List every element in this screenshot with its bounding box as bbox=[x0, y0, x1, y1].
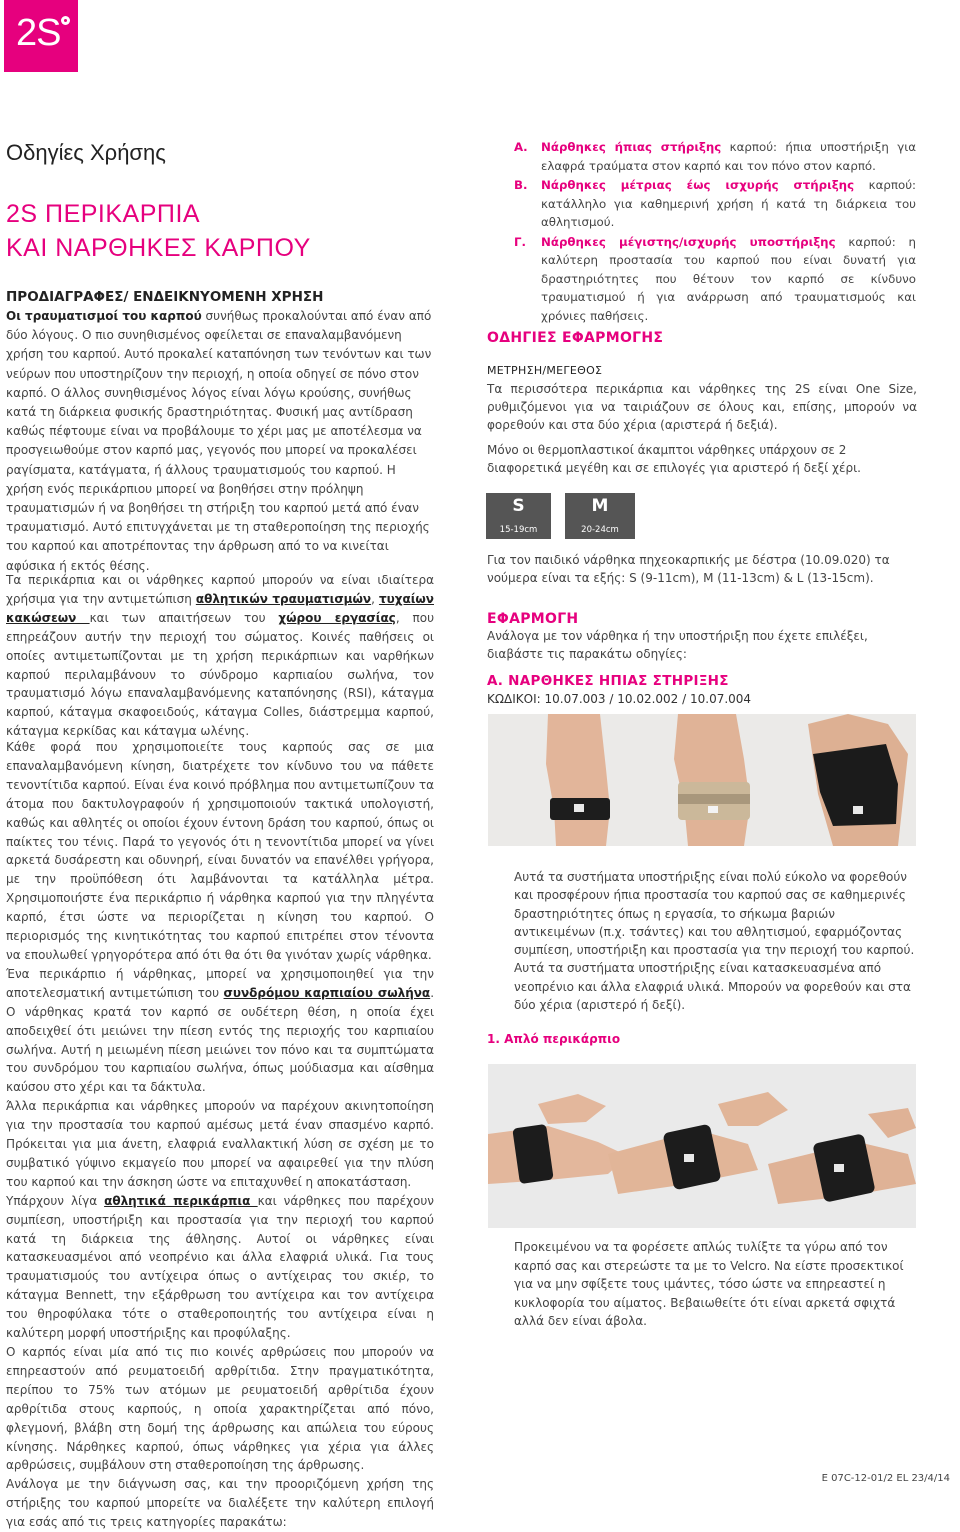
wrist-supports-photo bbox=[488, 714, 916, 846]
carpal-text-b: . Ο νάρθηκας κρατά τον καρπό σε ουδέτερη θέση, η οποία έχει αποδειχθεί ότι μειώνει την πίεση εντός της περιοχής του καρπιαίου σωλήνα. Αυτή η μειωμένη πίεση μειώνει τον πόνο και τα συμπτώματα του συνδρόμου του καρπιαίου σωλήνα, όπως μούδιασμα και αίσθημα καύσου στο χέρι και τα δάκτυλα. bbox=[6, 985, 435, 1095]
logo-text: 2S bbox=[16, 12, 61, 54]
size-box-s bbox=[486, 493, 551, 539]
fracture-paragraph: Άλλα περικάρπια και νάρθηκες μπορούν να παρέχουν ακινητοποίηση για την προστασία του καρπού αμέσως μετά έναν σπασμένο καρπό. Πρόκειται για μια άνετη, ελαφριά εναλλακτική λύση σε σχέση με το συμβατικό γύψινο εκμαγείο που μπορεί να αφαιρεθεί για την πλύση του καρπού και την άσκηση ώστε να επιταχυνθεί η αποκατάσταση. bbox=[6, 1099, 434, 1189]
sizing-title: ΜΕΤΡΗΣΗ/ΜΕΓΕΘΟΣ bbox=[487, 364, 603, 377]
support-categories-list bbox=[514, 138, 916, 326]
carpal-tunnel-paragraph bbox=[6, 965, 434, 1097]
step-1-photo bbox=[488, 1064, 916, 1228]
size-label: M bbox=[591, 496, 609, 516]
child-sizes-text: Για τον παιδικό νάρθηκα πηχεοκαρπικής με δέστρα (10.09.020) τα νούμερα είναι τα εξής: S (9-11cm), M (11-13cm) & L (13-15cm). bbox=[487, 553, 890, 585]
arthritis-paragraph: Ο καρπός είναι μία από τις πιο κοινές αρθρώσεις που μπορούν να επηρεαστούν από ρευματοειδή αρθρίτιδα. Στην πραγματικότητα, περίπου το 75% των ατόμων με ρευματοειδή αρθρίτιδα έχουν αρθρίτιδα στους καρπούς, η οποία χαρακτηρίζεται από πόνο, φλεγμονή, βλάβη στη δομή της άρθρωσης και απώλεια του εύρους κίνησης. Νάρθηκες καρπού, όπως νάρθηκες για χέρια για άλλες αρθρώσεις, συμβάλουν στη σταθεροποίηση της άρθρωσης. bbox=[6, 1345, 434, 1473]
uses-paragraph bbox=[6, 571, 434, 741]
tendinitis-paragraph: Κάθε φορά που χρησιμοποιείτε τους καρπούς σας σε μια επαναλαμβανόμενη κίνηση, διατρέχετε τον κίνδυνο του να πάθετε τενοντίτιδα καρπού. Είναι ένα κοινό πρόβλημα που αντιμετωπίζουν τα άτομα που δακτυλογραφούν ή χρησιμοποιούν τακτικά υπολογιστή, καθώς και αθλητές οι οποίοι έχουν έντονη δράση του καρπού, όπως οι παίκτες του τένις. Παρά το γεγονός ότι η τενοντίτιδα μπορεί να γίνει αρκετά δυσάρεστη και οδυνηρή, είναι δυνατόν να επανέλθει γρήγορα, με την προϋπόθεση ότι λαμβάνονται τα κατάλληλα μέτρα. Χρησιμοποιήστε ένα περικάρπιο ή νάρθηκα καρπού για την πληγέντα καρπό, έτσι ώστε να περιορίζεται η κίνηση του καρπού. Ο περιορισμός της κινητικότητας του καρπού επιτρέπει στον τένοντα να επουλωθεί γρηγορότερα από ότι θα ότι θα γινόταν χωρίς νάρθηκα. bbox=[6, 740, 434, 962]
product-description: Αυτά τα συστήματα υποστήριξης είναι πολύ εύκολο να φορεθούν και προσφέρουν ήπια προστασία του καρπού σας σε καθημερινές δραστηριότητες όπως η εργασία, το σήκωμα βαριών αντικειμένων (π.χ. τσάντες) και του αθλητισμού, εφαρμόζοντας συμπίεση, υποστήριξη και προστασία για την περιοχή του καρπού. Αυτά τα συστήματα υποστήριξης είναι κατασκευασμένα από νεοπρένιο και άλλα ελαφριά υλικά. Μπορούν να φορεθούν και στα δύο χέρια (αριστερό ή δεξί). bbox=[514, 870, 915, 1013]
list-item-key: Β. bbox=[514, 178, 528, 192]
logo-dot-icon bbox=[61, 16, 70, 25]
section-a-title: Α. ΝΑΡΘΗΚΕΣ ΗΠΙΑΣ ΣΤΗΡΙΞΗΣ bbox=[487, 673, 729, 689]
list-item bbox=[514, 138, 916, 175]
sizing-text-2: Μόνο οι θερμοπλαστικοί άκαμπτοι νάρθηκες υπάρχουν σε 2 διαφορετικά μεγέθη και σε επιλογές για αριστερό ή δεξί χέρι. bbox=[487, 443, 861, 475]
list-item-text: καρπού: ήπια υποστήριξη για ελαφρά τραύματα στον καρπό και τον πόνο στον καρπό. bbox=[541, 140, 916, 173]
choice-paragraph: Ανάλογα με την διάγνωση σας, και την προοριζόμενη χρήση της στήριξης του καρπού μπορείτε να διαλέξετε την καλύτερη επιλογή για εσάς από τις τρεις κατηγορίες παρακάτω: bbox=[6, 1477, 434, 1530]
document-code: E 07C-12-01/2 EL 23/4/14 bbox=[821, 1473, 950, 1484]
link-sports-injuries[interactable]: αθλητικών τραυματισμών bbox=[195, 591, 372, 606]
size-label: S bbox=[512, 496, 525, 516]
list-item bbox=[514, 233, 916, 326]
list-item-title: Νάρθηκες μέτριας έως ισχυρής στήριξης bbox=[541, 178, 855, 192]
size-range: 15-19cm bbox=[499, 525, 538, 535]
link-carpal-tunnel[interactable]: συνδρόμου καρπιαίου σωλήνα bbox=[223, 985, 431, 1000]
instructions-title: ΟΔΗΓΙΕΣ ΕΦΑΡΜΟΓΗΣ bbox=[487, 330, 664, 346]
product-codes: ΚΩΔΙΚΟΙ: 10.07.003 / 10.02.002 / 10.07.004 bbox=[487, 692, 752, 706]
intro-text: συνήθως προκαλούνται από έναν από δύο λόγους. Ο πιο συνηθισμένος οφείλεται σε επαναλαμβανόμενη χρήση του καρπού. Αυτό προκαλεί καταπόνηση των τενόντων και των νεύρων που υποστηρίζουν την περιοχή, η οποία οδηγεί σε πόνο στον καρπό. Ο άλλος συνηθισμένος λόγος είναι λόγω κρούσης, συνήθως κατά τη διάρκεια φυσικής δραστηριότητας. Φυσική μας αντίδραση καθώς πέφτουμε είναι να προβάλουμε το χέρι μας με αποτέλεσμα να προσγειωθούμε στον καρπό μας, γεγονός που μπορεί να προκαλέσει ραγίσματα, κατάγματα, ή άλλους τραυματισμούς του καρπού. Η χρήση ενός περικάρπιου μπορεί να βοηθήσει στην πρόληψη τραυματισμών ή να βοηθήσει τη στήριξη του καρπού μετά από έναν τραυματισμό. Αυτό επιτυγχάνεται με τη σταθεροποίηση της περιοχής του καρπού και αποτρέποντας την άρθρωση από το να κινείται αφύσικα ή εκτός θέσης. bbox=[6, 309, 432, 573]
intro-bold: Οι τραυματισμοί του καρπού bbox=[6, 309, 202, 323]
step-1-illustration bbox=[488, 1064, 916, 1228]
product-title-line1: 2S ΠΕΡΙΚΑΡΠΙΑ bbox=[6, 200, 201, 228]
section-title-specs: ΠΡΟΔΙΑΓΡΑΦΕΣ/ ΕΝΔΕΙΚΝΥΟΜΕΝΗ ΧΡΗΣΗ bbox=[6, 289, 324, 305]
sports-paragraph bbox=[6, 1192, 434, 1343]
uses-text-b: , bbox=[371, 591, 379, 606]
size-range: 20-24cm bbox=[581, 525, 619, 535]
intro-paragraph bbox=[6, 307, 434, 576]
list-item-title: Νάρθηκες μέγιστης/ισχυρής υποστήριξης bbox=[541, 234, 836, 249]
list-item-text: καρπού: η καλύτερη προστασία του καρπού που είναι δυνατή για δραστηριότητες που θέτουν τον καρπό σε κίνδυνο τραυματισμού ή για ανάρρωση από τραυματισμούς και χρόνιες παθήσεις. bbox=[541, 234, 916, 323]
list-item-key: Γ. bbox=[514, 234, 526, 249]
sizing-text: Τα περισσότερα περικάρπια και νάρθηκες της 2S είναι One Size, ρυθμιζόμενοι για να ταιριάζουν σε όλους και, επίσης, μπορούν να φορεθούν και στα δύο χέρια (αριστερά ή δεξιά). bbox=[487, 382, 917, 432]
list-item-key: Α. bbox=[514, 140, 528, 154]
page-title: Οδηγίες Χρήσης bbox=[6, 140, 166, 165]
body-paragraphs bbox=[6, 738, 434, 1532]
sports-text-a: Υπάρχουν λίγα bbox=[6, 1193, 105, 1208]
uses-text-a: Τα περικάρπια και οι νάρθηκες καρπού μπορούν να είναι ιδιαίτερα χρήσιμα για την αντιμετώπιση bbox=[6, 573, 434, 606]
step-1-text: Προκειμένου να τα φορέσετε απλώς τυλίξτε τα γύρω από τον καρπό σας και στερεώστε τα με το Velcro. Να είστε προσεκτικοί για να μην σφίξετε τους ιμάντες, τόσο ώστε να επηρεαστεί η κυκλοφορία του αίματος. Βεβαιωθείτε ότι είναι αρκετά σφιχτά αλλά δεν είναι άβολα. bbox=[514, 1240, 904, 1328]
list-item bbox=[514, 176, 916, 232]
link-sports-braces[interactable]: αθλητικά περικάρπια bbox=[104, 1193, 258, 1208]
carpal-text-a: Ένα περικάρπιο ή νάρθηκας, μπορεί να χρησιμοποιηθεί για την αποτελεσματική αντιμετώπιση του bbox=[6, 966, 434, 1000]
link-workplace[interactable]: χώρου εργασίας bbox=[278, 610, 396, 625]
product-title-line2: ΚΑΙ ΝΑΡΘΗΚΕΣ ΚΑΡΠΟΥ bbox=[6, 234, 311, 262]
list-item-text: καρπού: κατάλληλο για καθημερινή χρήση ή κατά τη διάρκεια του αθλητισμού. bbox=[541, 178, 916, 229]
brand-logo bbox=[4, 0, 78, 72]
application-text: Ανάλογα με τον νάρθηκα ή την υποστήριξη που έχετε επιλέξει, διαβάστε τις παρακάτω οδηγίες: bbox=[487, 629, 868, 661]
wrist-supports-illustration bbox=[488, 714, 916, 846]
sports-text-b: και νάρθηκες που παρέχουν συμπίεση, υποστήριξη και προστασία για την περιοχή του καρπού κατά τη διάρκεια της άθλησης. Αυτοί οι νάρθηκες είναι κατασκευασμένοι από νεοπρένιο και άλλα ελαφριά υλικά. Για τους τραυματισμούς του αντίχειρα όπως ο αντίχειρας του σκιέρ, το κάταγμα Bennett, την εξάρθρωση του αντίχειρα και τον αντίχειρα του θηροφύλακα τότε ο σταθεροποιητής του αντίχειρα είναι η καλύτερη μορφή υποστήριξης και προφύλαξης. bbox=[6, 1193, 434, 1341]
step-1-title: 1. Απλό περικάρπιο bbox=[487, 1032, 621, 1046]
uses-text-d: , που επηρεάζουν αυτήν την περιοχή του σώματος. Κοινές παθήσεις οι οποίες αντιμετωπίζονται με τη χρήση περικάρπιων και ναρθήκων καρπού περιλαμβάνουν το σύνδρομο καρπιαίου σωλήνα, τον τραυματισμό λόγω επαναλαμβανόμενης καταπόνησης (RSI), κάταγμα καρπού, κάταγμα σκαφοειδούς, κάταγμα Colles, διάστρεμμα καρπού, κάταγμα κερκίδας και κάταγμα ωλένης. bbox=[6, 610, 435, 739]
uses-text-c: και των απαιτήσεων του bbox=[89, 610, 279, 625]
list-item-title: Νάρθηκες ήπιας στήριξης bbox=[541, 140, 722, 154]
application-title: ΕΦΑΡΜΟΓΗ bbox=[487, 611, 579, 627]
link-accidental-injuries[interactable]: τυχαίων κακώσεων bbox=[6, 591, 434, 625]
size-box-m bbox=[565, 493, 635, 539]
